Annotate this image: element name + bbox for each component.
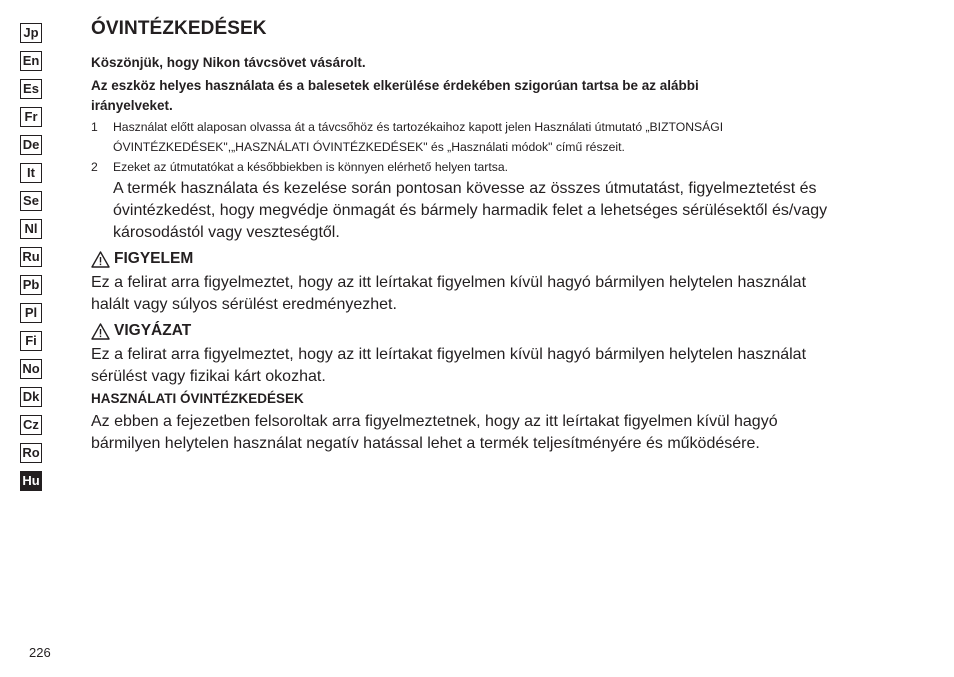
instruction-line-1: Az eszköz helyes használata és a balesetek elkerülése érdekében szigorúan tartsa be az alábbi (91, 78, 699, 93)
language-tab-en[interactable]: En (20, 51, 42, 71)
language-tab-es[interactable]: Es (20, 79, 42, 99)
caution-text-line-1: Ez a felirat arra figyelmeztet, hogy az itt leírtakat figyelmen kívül hagyó bármilyen helytelen használat (91, 346, 807, 363)
follow-paragraph-line-1: A termék használata és kezelése során pontosan kövesse az összes útmutatást, figyelmeztetést és (113, 180, 817, 197)
warning-text-line-2: halált vagy súlyos sérülést eredményezhet. (91, 296, 397, 313)
usage-precautions-line-2: bármilyen helytelen használat negatív hatással lehet a termék teljesítményére és működésére. (91, 435, 760, 452)
warning-triangle-icon (91, 323, 110, 340)
language-tab-dk[interactable]: Dk (20, 387, 42, 407)
language-tab-ru[interactable]: Ru (20, 247, 42, 267)
warning-triangle-icon (91, 251, 110, 268)
language-tab-no[interactable]: No (20, 359, 42, 379)
caution-heading (91, 322, 191, 340)
language-tab-se[interactable]: Se (20, 191, 42, 211)
language-tab-nl[interactable]: Nl (20, 219, 42, 239)
page-title: ÓVINTÉZKEDÉSEK (91, 18, 267, 39)
item-text-line-1: Ezeket az útmutatókat a későbbiekben is könnyen elérhető helyen tartsa. (113, 160, 508, 174)
follow-paragraph-line-3: károsodástól vagy veszteségtől. (113, 224, 340, 241)
usage-precautions-line-1: Az ebben a fejezetben felsoroltak arra figyelmeztetnek, hogy az itt leírtakat figyelmen kívül hagyó (91, 413, 778, 430)
page-number: 226 (29, 645, 51, 660)
numbered-item-1 (91, 117, 891, 157)
warning-text-line-1: Ez a felirat arra figyelmeztet, hogy az itt leírtakat figyelmen kívül hagyó bármilyen helytelen használat (91, 274, 807, 291)
language-tab-fr[interactable]: Fr (20, 107, 42, 127)
language-tab-ro[interactable]: Ro (20, 443, 42, 463)
usage-precautions-heading: HASZNÁLATI ÓVINTÉZKEDÉSEK (91, 391, 304, 406)
thanks-text: Köszönjük, hogy Nikon távcsövet vásárolt. (91, 55, 366, 70)
item-text-line-1: Használat előtt alaposan olvassa át a távcsőhöz és tartozékaihoz kapott jelen Használati útmutató „BIZTONSÁGI (113, 120, 724, 134)
item-number: 1 (91, 120, 98, 134)
warning-heading-label: FIGYELEM (114, 250, 194, 267)
item-number: 2 (91, 160, 98, 174)
follow-paragraph-line-2: óvintézkedést, hogy megvédje önmagát és bármely harmadik felet a lehetséges sérülésektől és/vagy (113, 202, 828, 219)
item-text-line-2: ÓVINTÉZKEDÉSEK",„HASZNÁLATI ÓVINTÉZKEDÉSEK" és „Használati módok" című részeit. (113, 140, 625, 154)
language-tab-de[interactable]: De (20, 135, 42, 155)
warning-heading (91, 250, 193, 268)
numbered-item-2 (91, 157, 891, 177)
language-tab-fi[interactable]: Fi (20, 331, 42, 351)
caution-text-line-2: sérülést vagy fizikai kárt okozhat. (91, 368, 326, 385)
language-tab-jp[interactable]: Jp (20, 23, 42, 43)
language-tab-pl[interactable]: Pl (20, 303, 42, 323)
instruction-line-2: irányelveket. (91, 98, 173, 113)
caution-heading-label: VIGYÁZAT (114, 322, 192, 339)
language-tab-cz[interactable]: Cz (20, 415, 42, 435)
language-tab-pb[interactable]: Pb (20, 275, 42, 295)
language-tab-it[interactable]: It (20, 163, 42, 183)
language-tab-hu-active[interactable]: Hu (20, 471, 42, 491)
